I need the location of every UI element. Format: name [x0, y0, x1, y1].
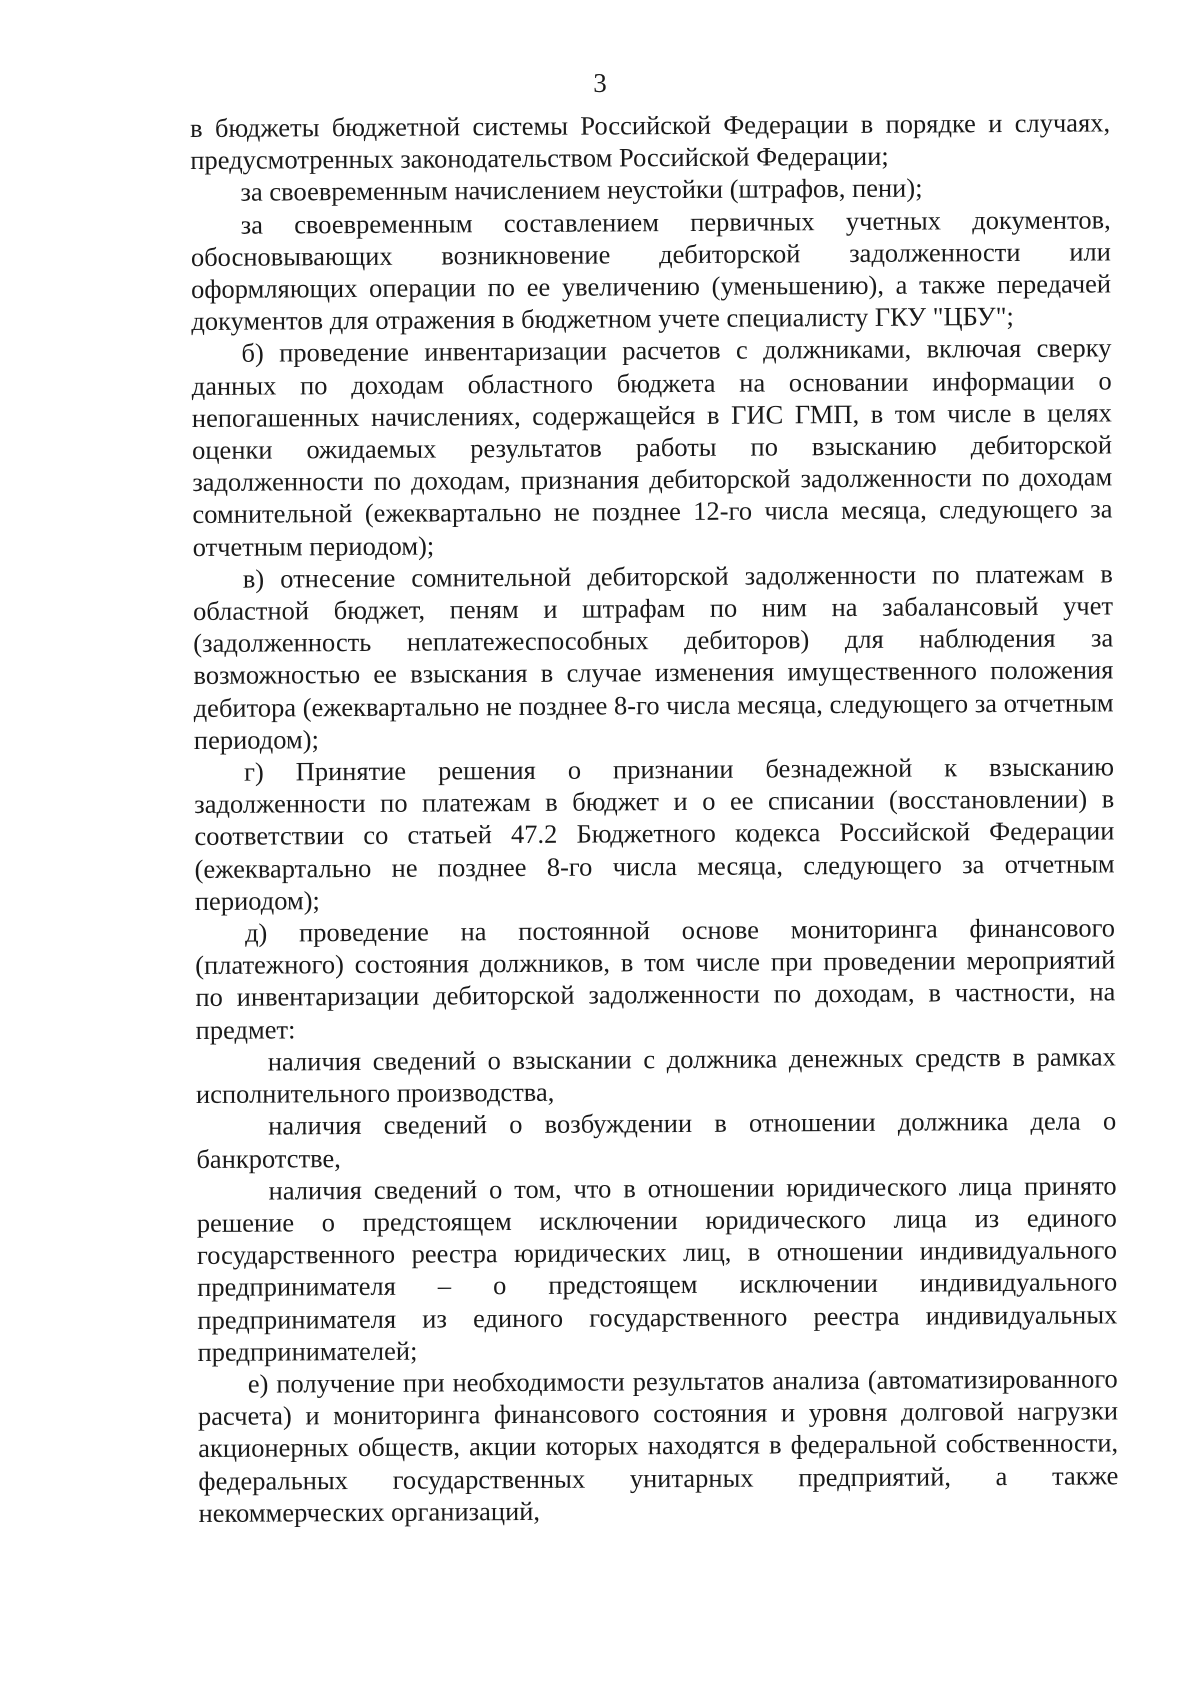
paragraph-penalty-accrual: за своевременным начислением неустойки (штрафов, пени);: [240, 172, 923, 208]
paragraph-item-d: д) проведение на постоянной основе мониторинга финансового (платежного) состояния должников, в том числе при проведении мероприятий по инвентаризации дебиторской задолженности по доходам, в частности, на предмет:: [195, 912, 1116, 1045]
document-body: [190, 106, 1119, 1529]
paragraph-continuation: в бюджеты бюджетной системы Российской Федерации в порядке и случаях, предусмотренных законодательством Российской Федерации;: [190, 107, 1111, 176]
page-number: 3: [593, 68, 607, 98]
paragraph-subitem-exclusion: наличия сведений о том, что в отношении юридического лица принято решение о предстоящем исключении юридического лица из единого государственного реестра юридических лиц, в отношении индивидуального предпринимателя – о предстоящем исключении индивидуального предпринимателя из единого государственного реестра индивидуальных предпринимателей;: [196, 1170, 1118, 1367]
paragraph-item-v: в) отнесение сомнительной дебиторской задолженности по платежам в областной бюджет, пеням и штрафам по ним на забалансовый учет (задолженность неплатежеспособных дебиторов) для наблюдения за возможностью ее взыскания в случае изменения имущественного положения дебитора (ежеквартально не позднее 8-го числа месяца, следующего за отчетным периодом);: [192, 558, 1114, 755]
paragraph-item-e: е) получение при необходимости результатов анализа (автоматизированного расчета) и мониторинга финансового состояния и уровня долговой нагрузки акционерных обществ, акции которых находятся в федеральной собственности, федеральных государственных унитарных предприятий, а также некоммерческих организаций,: [197, 1363, 1119, 1528]
paragraph-item-b: б) проведение инвентаризации расчетов с должниками, включая сверку данных по доходам областного бюджета на основании информации о непогашенных начислениях, содержащейся в ГИС ГМП, в том числе в целях оценки ожидаемых результатов работы по взысканию дебиторской задолженности по доходам, признания дебиторской задолженности по доходам сомнительной (ежеквартально не позднее 12-го числа месяца, следующего за отчетным периодом);: [191, 332, 1113, 562]
paragraph-subitem-bankruptcy: наличия сведений о возбуждении в отношении должника дела о банкротстве,: [196, 1105, 1117, 1174]
paragraph-primary-documents: за своевременным составлением первичных учетных документов, обосновывающих возникновение дебиторской задолженности или оформляющих операции по ее увеличению (уменьшению), а также передачей документов для отражения в бюджетном учете специалисту ГКУ "ЦБУ";: [190, 203, 1112, 337]
paragraph-subitem-enforcement: наличия сведений о взыскании с должника денежных средств в рамках исполнительного производства,: [195, 1041, 1116, 1110]
paragraph-item-g: г) Принятие решения о признании безнадежной к взысканию задолженности по платежам в бюджет и о ее списании (восстановлении) в соответствии со статьей 47.2 Бюджетного кодекса Российской Федерации (ежеквартально не позднее 8-го числа месяца, следующего за отчетным периодом);: [194, 751, 1115, 916]
